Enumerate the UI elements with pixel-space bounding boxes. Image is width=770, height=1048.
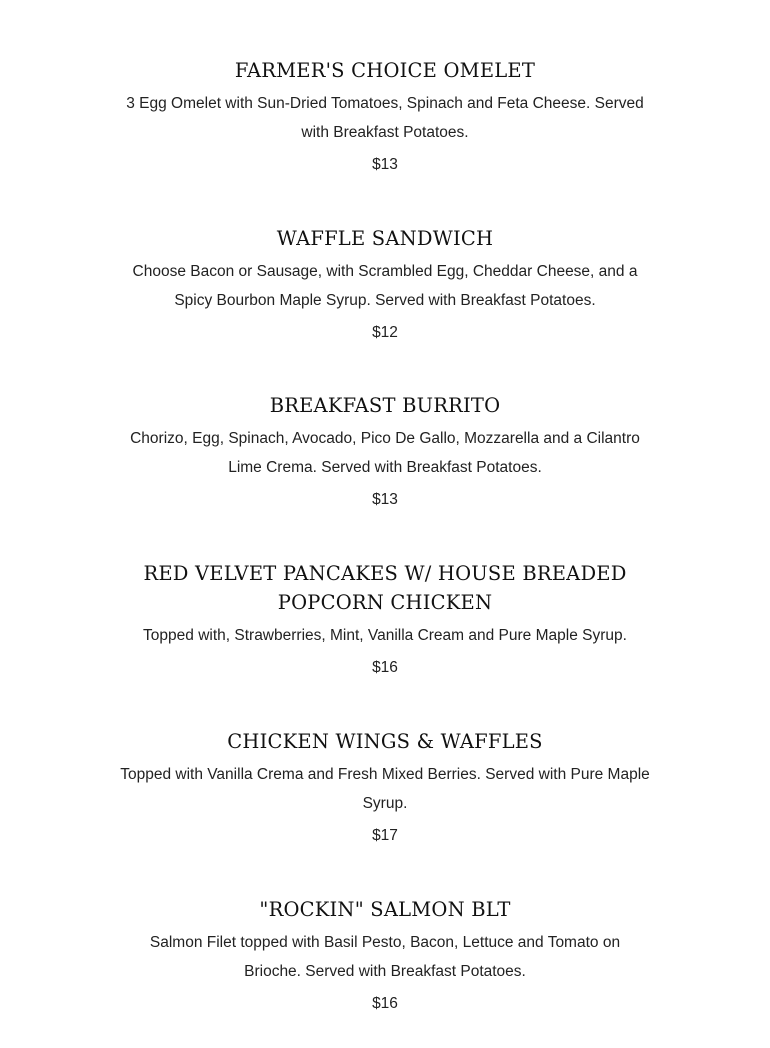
menu-item-title: WAFFLE SANDWICH bbox=[276, 227, 494, 250]
menu-item-price: $16 bbox=[372, 659, 398, 676]
menu-item-title: "ROCKIN" SALMON BLT bbox=[259, 898, 511, 921]
menu-item-description: Topped with, Strawberries, Mint, Vanilla Cream and Pure Maple Syrup. bbox=[143, 627, 627, 644]
menu-item-price: $12 bbox=[372, 324, 398, 341]
menu-item bbox=[0, 895, 770, 1014]
menu-item bbox=[0, 56, 770, 175]
menu-item-price: $16 bbox=[372, 995, 398, 1012]
menu-item-description: Salmon Filet topped with Basil Pesto, Bacon, Lettuce and Tomato on Brioche. Served with Breakfast Potatoes. bbox=[149, 934, 621, 980]
menu-item-description: 3 Egg Omelet with Sun-Dried Tomatoes, Spinach and Feta Cheese. Served with Breakfast Potatoes. bbox=[126, 95, 644, 141]
menu-item-price: $13 bbox=[372, 491, 398, 508]
menu-item-description: Topped with Vanilla Crema and Fresh Mixed Berries. Served with Pure Maple Syrup. bbox=[120, 766, 650, 812]
menu-item bbox=[0, 559, 770, 678]
menu-item-description: Chorizo, Egg, Spinach, Avocado, Pico De Gallo, Mozzarella and a Cilantro Lime Crema. Served with Breakfast Potatoes. bbox=[130, 430, 640, 476]
menu-item bbox=[0, 224, 770, 343]
menu-item-price: $13 bbox=[372, 156, 398, 173]
menu-item bbox=[0, 391, 770, 510]
menu-item bbox=[0, 727, 770, 846]
menu-item-title: CHICKEN WINGS & WAFFLES bbox=[227, 730, 543, 753]
menu-item-title: FARMER'S CHOICE OMELET bbox=[234, 59, 536, 82]
menu-item-description: Choose Bacon or Sausage, with Scrambled Egg, Cheddar Cheese, and a Spicy Bourbon Maple Syrup. Served with Breakfast Potatoes. bbox=[132, 263, 638, 309]
menu-item-title: RED VELVET PANCAKES W/ HOUSE BREADED POPCORN CHICKEN bbox=[143, 562, 627, 614]
menu-item-title: BREAKFAST BURRITO bbox=[269, 394, 501, 417]
menu-item-price: $17 bbox=[372, 827, 398, 844]
